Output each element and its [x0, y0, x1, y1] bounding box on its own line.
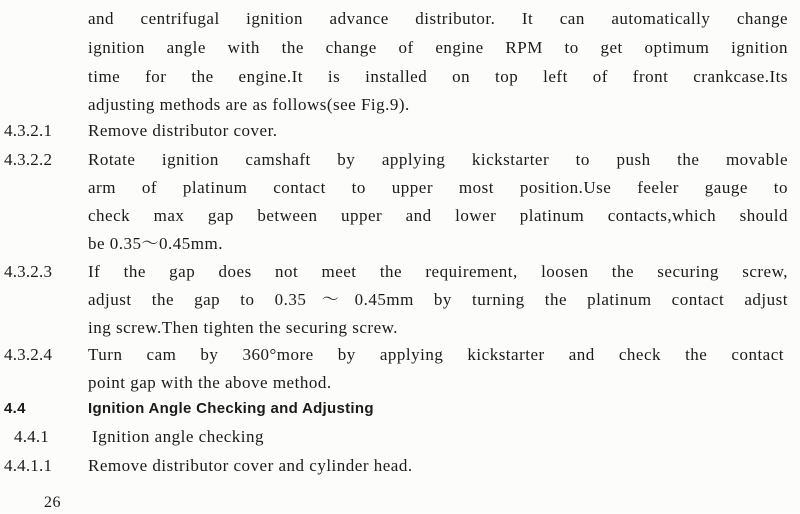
step-text-4-3-2-1: Remove distributor cover. — [88, 121, 278, 140]
intro-line-3: time for the engine.It is installed on top left of front crankcase.Its — [88, 67, 788, 86]
step-line-4-3-2-3-c: ing screw.Then tighten the securing screw. — [88, 318, 399, 337]
page-number: 26 — [44, 494, 61, 511]
step-line-4-3-2-3-a: If the gap does not meet the requirement, loosen the securing screw, — [88, 262, 788, 281]
step-line-4-3-2-4-a: Turn cam by 360°more by applying kickstarter and check the contact — [88, 345, 784, 364]
step-line-4-3-2-4-b: point gap with the above method. — [88, 373, 332, 392]
step-number-4-3-2-2: 4.3.2.2 — [4, 150, 53, 169]
intro-line-4: adjusting methods are as follows(see Fig.9). — [88, 95, 410, 114]
subsection-number: 4.4.1 — [14, 427, 49, 446]
step-number-4-3-2-1: 4.3.2.1 — [4, 121, 53, 140]
step-line-4-3-2-2-d: be 0.35～0.45mm. — [88, 234, 223, 253]
step-number-4-3-2-4: 4.3.2.4 — [4, 345, 53, 364]
step-line-4-3-2-2-b: arm of platinum contact to upper most position.Use feeler gauge to — [88, 178, 788, 197]
step-number-4-3-2-3: 4.3.2.3 — [4, 262, 53, 281]
substep-text: Remove distributor cover and cylinder head. — [88, 456, 413, 475]
section-title: Ignition Angle Checking and Adjusting — [88, 400, 374, 417]
intro-line-2: ignition angle with the change of engine RPM to get optimum ignition — [88, 38, 788, 57]
section-number: 4.4 — [4, 400, 26, 417]
step-line-4-3-2-2-c: check max gap between upper and lower platinum contacts,which should — [88, 206, 788, 225]
intro-line-1: and centrifugal ignition advance distributor. It can automatically change — [88, 9, 788, 28]
subsection-title: Ignition angle checking — [92, 427, 265, 446]
step-line-4-3-2-3-b: adjust the gap to 0.35～0.45mm by turning the platinum contact adjust — [88, 290, 788, 309]
step-line-4-3-2-2-a: Rotate ignition camshaft by applying kickstarter to push the movable — [88, 150, 788, 169]
substep-number: 4.4.1.1 — [4, 456, 53, 475]
